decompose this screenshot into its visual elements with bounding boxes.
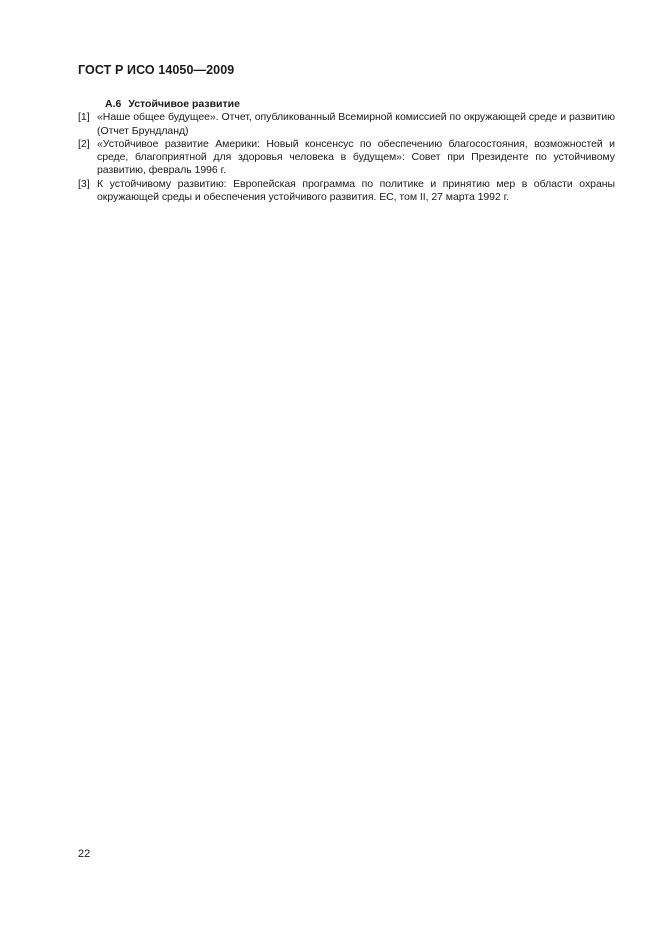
- reference-text: К устойчивому развитию: Европейская программа по политике и принятию мер в области охраны окружающей среды и обеспечения устойчивого развития. ЕС, том II, 27 марта 1992 г.: [97, 177, 615, 204]
- section-heading: [78, 98, 615, 111]
- reference-item: [78, 111, 615, 138]
- section-number: А.6: [105, 98, 122, 110]
- reference-label: [3]: [78, 177, 90, 190]
- section-title: Устойчивое развитие: [128, 98, 240, 110]
- reference-item: [78, 138, 615, 178]
- reference-text: «Устойчивое развитие Америки: Новый консенсус по обеспечению благосостояния, возможностей и среде, благоприятной для здоровья человека в будущем»: Совет при Президенте по устойчивому развитию, февраль 1996 г.: [97, 137, 615, 177]
- reference-label: [2]: [78, 137, 90, 150]
- reference-text: «Наше общее будущее». Отчет, опубликованный Всемирной комиссией по окружающей среде и развитию (Отчет Брундланд): [97, 111, 615, 137]
- reference-list: [78, 111, 615, 204]
- reference-label: [1]: [78, 111, 90, 124]
- document-header: ГОСТ Р ИСО 14050—2009: [78, 63, 235, 77]
- reference-item: [78, 178, 615, 205]
- page-content: [78, 0, 615, 204]
- page-number: 22: [78, 848, 91, 860]
